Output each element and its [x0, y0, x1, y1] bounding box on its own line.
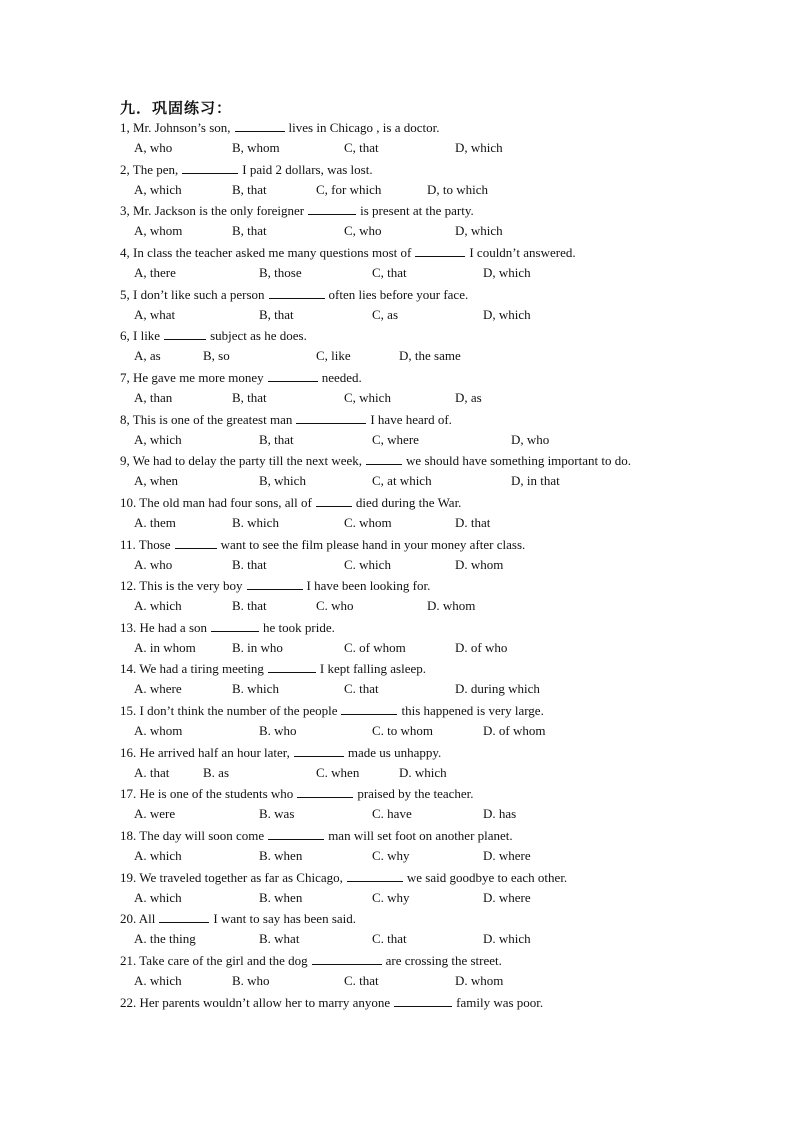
question-text-after: man will set foot on another planet.	[328, 828, 513, 843]
question-text-before: I don’t think the number of the people	[139, 703, 338, 718]
question-number: 11.	[120, 537, 136, 552]
option-b[interactable]: B, that	[259, 307, 294, 322]
option-c[interactable]: C. when	[316, 765, 360, 780]
option-b[interactable]: B. as	[203, 765, 229, 780]
question-number: 4,	[120, 245, 130, 260]
option-d[interactable]: D, which	[455, 223, 503, 238]
question-text-after: we said goodbye to each other.	[406, 870, 568, 885]
question-text-after: lives in Chicago , is a doctor.	[288, 120, 440, 135]
question-14	[120, 660, 426, 677]
question-text-before: The old man had four sons, all of	[139, 495, 312, 510]
answer-blank[interactable]	[394, 994, 452, 1007]
question-2	[120, 161, 373, 178]
answer-blank[interactable]	[175, 536, 217, 549]
option-b[interactable]: B. what	[259, 931, 300, 946]
option-a[interactable]: A, when	[134, 473, 179, 488]
question-16	[120, 744, 441, 761]
question-text-before: The day will soon come	[139, 828, 265, 843]
section-title: 九．巩固练习：	[120, 99, 233, 117]
question-number: 20.	[120, 911, 137, 926]
option-c[interactable]: C. of whom	[344, 640, 406, 655]
answer-blank[interactable]	[182, 161, 238, 174]
question-text-after: I paid 2 dollars, was lost.	[242, 162, 373, 177]
question-text-after: I have been looking for.	[306, 578, 431, 593]
question-text-before: We had a tiring meeting	[139, 661, 264, 676]
question-1	[120, 119, 439, 136]
option-d[interactable]: D. where	[483, 848, 531, 863]
question-text-before: I don’t like such a person	[133, 287, 265, 302]
question-number: 5,	[120, 287, 130, 302]
question-8	[120, 411, 452, 428]
answer-blank[interactable]	[347, 869, 403, 882]
answer-blank[interactable]	[269, 286, 325, 299]
question-11	[120, 536, 525, 553]
option-b[interactable]: B, that	[232, 390, 267, 405]
option-b[interactable]: B, so	[203, 348, 230, 363]
question-number: 2,	[120, 162, 130, 177]
question-text-before: Those	[138, 537, 171, 552]
option-d[interactable]: D. whom	[427, 598, 476, 613]
question-number: 13.	[120, 620, 137, 635]
option-c[interactable]: C. that	[344, 681, 379, 696]
question-text-before: The pen,	[132, 162, 179, 177]
question-text-after: I kept falling asleep.	[319, 661, 426, 676]
question-4	[120, 244, 576, 261]
answer-blank[interactable]	[415, 244, 465, 257]
question-text-before: He arrived half an hour later,	[139, 745, 290, 760]
answer-blank[interactable]	[164, 327, 206, 340]
question-text-before: All	[138, 911, 156, 926]
answer-blank[interactable]	[247, 577, 303, 590]
option-d[interactable]: D, the same	[399, 348, 461, 363]
question-17	[120, 785, 474, 802]
question-text-after: is present at the party.	[360, 203, 474, 218]
option-b[interactable]: B. when	[259, 848, 303, 863]
option-a[interactable]: A. who	[134, 557, 173, 572]
question-text-after: I couldn’t answered.	[469, 245, 576, 260]
question-text-after: I have heard of.	[370, 412, 452, 427]
option-a[interactable]: A. which	[134, 890, 182, 905]
option-b[interactable]: B, those	[259, 265, 302, 280]
question-number: 18.	[120, 828, 137, 843]
question-3	[120, 202, 474, 219]
option-a[interactable]: A. which	[134, 598, 182, 613]
option-c[interactable]: C. that	[344, 973, 379, 988]
option-b[interactable]: B, whom	[232, 140, 280, 155]
answer-blank[interactable]	[268, 660, 316, 673]
option-c[interactable]: C, that	[372, 265, 407, 280]
question-text-before: I like	[133, 328, 161, 343]
question-text-before: We had to delay the party till the next week,	[132, 453, 363, 468]
option-a[interactable]: A, whom	[134, 223, 183, 238]
answer-blank[interactable]	[235, 119, 285, 132]
option-c[interactable]: C. which	[344, 557, 391, 572]
answer-blank[interactable]	[159, 910, 209, 923]
question-15	[120, 702, 544, 719]
option-a[interactable]: A. that	[134, 765, 170, 780]
question-22	[120, 994, 543, 1011]
question-7	[120, 369, 362, 386]
option-a[interactable]: A. where	[134, 681, 182, 696]
question-5	[120, 286, 468, 303]
question-9	[120, 452, 631, 469]
question-number: 15.	[120, 703, 137, 718]
option-c[interactable]: C, for which	[316, 182, 382, 197]
option-d[interactable]: D. whom	[455, 557, 504, 572]
option-a[interactable]: A. the thing	[134, 931, 196, 946]
question-text-before: He gave me more money	[133, 370, 264, 385]
question-text-after: made us unhappy.	[347, 745, 442, 760]
question-text-after: subject as he does.	[210, 328, 307, 343]
question-text-after: are crossing the street.	[385, 953, 502, 968]
question-number: 16.	[120, 745, 137, 760]
option-a[interactable]: A. them	[134, 515, 176, 530]
option-d[interactable]: D, in that	[511, 473, 560, 488]
option-c[interactable]: C. who	[316, 598, 354, 613]
answer-blank[interactable]	[366, 452, 402, 465]
answer-blank[interactable]	[268, 827, 324, 840]
option-a[interactable]: A. were	[134, 806, 176, 821]
option-c[interactable]: C. why	[372, 848, 410, 863]
question-text-before: Take care of the girl and the dog	[139, 953, 308, 968]
option-a[interactable]: A, who	[134, 140, 173, 155]
question-text-before: This is the very boy	[139, 578, 243, 593]
option-a[interactable]: A, there	[134, 265, 176, 280]
option-c[interactable]: C. whom	[344, 515, 392, 530]
answer-blank[interactable]	[211, 619, 259, 632]
option-a[interactable]: A. whom	[134, 723, 183, 738]
option-a[interactable]: A. in whom	[134, 640, 196, 655]
option-d[interactable]: D. of whom	[483, 723, 546, 738]
option-d[interactable]: D. which	[399, 765, 447, 780]
answer-blank[interactable]	[341, 702, 397, 715]
question-text-after: praised by the teacher.	[357, 786, 474, 801]
option-a[interactable]: A, which	[134, 182, 182, 197]
question-number: 1,	[120, 120, 130, 135]
question-13	[120, 619, 335, 636]
option-c[interactable]: C, like	[316, 348, 351, 363]
question-20	[120, 910, 356, 927]
option-d[interactable]: D. where	[483, 890, 531, 905]
option-c[interactable]: C, as	[372, 307, 398, 322]
question-number: 6,	[120, 328, 130, 343]
option-d[interactable]: D. whom	[455, 973, 504, 988]
question-6	[120, 327, 307, 344]
option-d[interactable]: D, which	[483, 265, 531, 280]
option-c[interactable]: C. that	[372, 931, 407, 946]
question-number: 14.	[120, 661, 137, 676]
option-d[interactable]: D. of who	[455, 640, 508, 655]
question-text-after: we should have something important to do.	[406, 453, 631, 468]
question-number: 3,	[120, 203, 130, 218]
question-number: 9,	[120, 453, 130, 468]
question-21	[120, 952, 502, 969]
question-10	[120, 494, 461, 511]
question-12	[120, 577, 430, 594]
option-c[interactable]: C, which	[344, 390, 391, 405]
question-text-after: this happened is very large.	[401, 703, 544, 718]
answer-blank[interactable]	[312, 952, 382, 965]
option-b[interactable]: B. who	[259, 723, 297, 738]
option-c[interactable]: C, who	[344, 223, 382, 238]
option-a[interactable]: A. which	[134, 848, 182, 863]
option-c[interactable]: C. to whom	[372, 723, 434, 738]
question-text-after: want to see the film please hand in your money after class.	[220, 537, 526, 552]
question-number: 7,	[120, 370, 130, 385]
option-d[interactable]: D, who	[511, 432, 550, 447]
option-b[interactable]: B. who	[232, 973, 270, 988]
question-text-after: died during the War.	[355, 495, 462, 510]
answer-blank[interactable]	[308, 202, 356, 215]
option-c[interactable]: C. why	[372, 890, 410, 905]
question-text-after: often lies before your face.	[328, 287, 469, 302]
option-b[interactable]: B. that	[232, 598, 267, 613]
question-text-before: This is one of the greatest man	[132, 412, 293, 427]
option-b[interactable]: B. was	[259, 806, 295, 821]
question-text-before: Mr. Johnson’s son,	[133, 120, 231, 135]
option-d[interactable]: D, which	[455, 140, 503, 155]
question-18	[120, 827, 513, 844]
option-c[interactable]: C, where	[372, 432, 419, 447]
option-d[interactable]: D, which	[483, 307, 531, 322]
option-a[interactable]: A, what	[134, 307, 176, 322]
answer-blank[interactable]	[294, 744, 344, 757]
option-d[interactable]: D, to which	[427, 182, 489, 197]
question-19	[120, 869, 567, 886]
option-a[interactable]: A, than	[134, 390, 173, 405]
option-a[interactable]: A. which	[134, 973, 182, 988]
question-text-before: He is one of the students who	[139, 786, 294, 801]
question-number: 10.	[120, 495, 137, 510]
option-b[interactable]: B, that	[232, 223, 267, 238]
option-b[interactable]: B. in who	[232, 640, 283, 655]
option-b[interactable]: B. that	[232, 557, 267, 572]
question-number: 21.	[120, 953, 137, 968]
option-d[interactable]: D. has	[483, 806, 517, 821]
question-text-before: Her parents wouldn’t allow her to marry anyone	[139, 995, 391, 1010]
question-number: 8,	[120, 412, 130, 427]
question-text-before: Mr. Jackson is the only foreigner	[133, 203, 305, 218]
option-d[interactable]: D, as	[455, 390, 482, 405]
option-d[interactable]: D. that	[455, 515, 491, 530]
question-text-after: I want to say has been said.	[213, 911, 357, 926]
answer-blank[interactable]	[268, 369, 318, 382]
option-b[interactable]: B. when	[259, 890, 303, 905]
option-c[interactable]: C, that	[344, 140, 379, 155]
question-text-after: needed.	[321, 370, 362, 385]
question-text-after: he took pride.	[263, 620, 335, 635]
option-a[interactable]: A, which	[134, 432, 182, 447]
question-text-before: We traveled together as far as Chicago,	[139, 870, 343, 885]
option-b[interactable]: B, that	[259, 432, 294, 447]
option-d[interactable]: D. which	[483, 931, 531, 946]
question-text-before: He had a son	[139, 620, 208, 635]
question-text-after: family was poor.	[456, 995, 544, 1010]
option-b[interactable]: B, that	[232, 182, 267, 197]
option-d[interactable]: D. during which	[455, 681, 540, 696]
option-a[interactable]: A, as	[134, 348, 161, 363]
question-number: 12.	[120, 578, 137, 593]
question-number: 22.	[120, 995, 137, 1010]
question-number: 19.	[120, 870, 137, 885]
option-c[interactable]: C, at which	[372, 473, 432, 488]
question-number: 17.	[120, 786, 137, 801]
answer-blank[interactable]	[297, 785, 353, 798]
answer-blank[interactable]	[296, 411, 366, 424]
question-text-before: In class the teacher asked me many questions most of	[133, 245, 412, 260]
option-b[interactable]: B, which	[259, 473, 306, 488]
option-b[interactable]: B. which	[232, 681, 279, 696]
option-b[interactable]: B. which	[232, 515, 279, 530]
option-c[interactable]: C. have	[372, 806, 412, 821]
answer-blank[interactable]	[316, 494, 352, 507]
